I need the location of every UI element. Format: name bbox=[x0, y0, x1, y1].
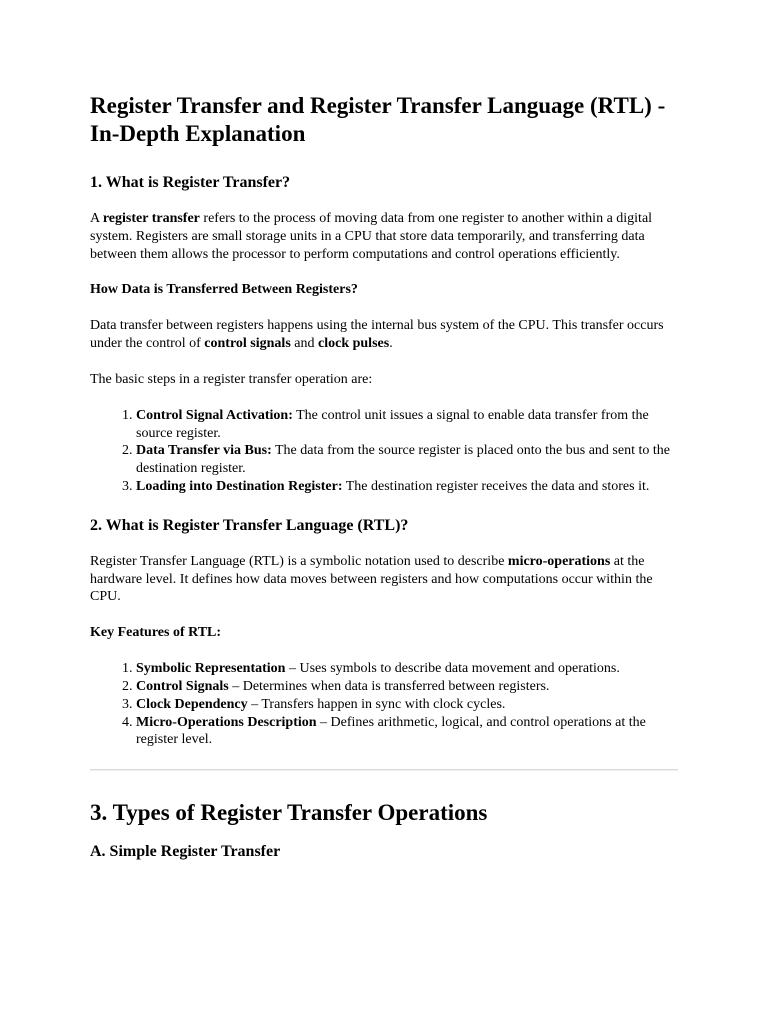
rtl-features-list bbox=[90, 660, 678, 749]
list-item-text: – Defines arithmetic, logical, and control operations at the register level. bbox=[136, 714, 646, 748]
bus-text-pre: Data transfer between registers happens using the internal bus system of the CPU. This transfer occurs under the control of bbox=[90, 318, 664, 352]
section3-heading: 3. Types of Register Transfer Operations bbox=[90, 800, 488, 826]
list-item bbox=[136, 660, 678, 678]
list-item-text: – Determines when data is transferred between registers. bbox=[228, 678, 550, 694]
intro-text-pre: A bbox=[90, 211, 103, 226]
list-item-term: Loading into Destination Register: bbox=[136, 478, 343, 494]
intro-text-post: refers to the process of moving data from one register to another within a digital system. Registers are small storage units in a CPU that store data temporarily, and transferring data between them allows the processor to perform computations and control operations efficiently. bbox=[90, 211, 653, 262]
section2-subheading: Key Features of RTL: bbox=[90, 625, 222, 641]
rtl-text-pre: Register Transfer Language (RTL) is a symbolic notation used to describe bbox=[90, 553, 508, 569]
section1-subheading: How Data is Transferred Between Registers? bbox=[90, 282, 358, 298]
list-item bbox=[136, 478, 678, 496]
section1-bus-paragraph bbox=[90, 317, 678, 353]
section1-intro-paragraph bbox=[90, 210, 678, 263]
section1-heading: 1. What is Register Transfer? bbox=[90, 174, 291, 191]
section1-steps-intro: The basic steps in a register transfer operation are: bbox=[90, 371, 373, 387]
list-item-term: Control Signal Activation: bbox=[136, 407, 293, 423]
list-item-term: Data Transfer via Bus: bbox=[136, 443, 272, 459]
list-item bbox=[136, 407, 678, 443]
rtl-text-post: at the hardware level. It defines how data moves between registers and how computations occur within the CPU. bbox=[90, 553, 653, 605]
rtl-bold-micro-operations: micro-operations bbox=[507, 553, 611, 569]
bus-text-mid: and bbox=[290, 336, 318, 352]
list-item bbox=[136, 442, 678, 478]
bus-bold-control-signals: control signals bbox=[204, 336, 291, 352]
section2-paragraph bbox=[90, 553, 678, 606]
list-item-term: Micro-Operations Description bbox=[136, 714, 317, 730]
section3-subheading: A. Simple Register Transfer bbox=[90, 843, 281, 861]
list-item-text: The control unit issues a signal to enable data transfer from the source register. bbox=[136, 407, 649, 441]
list-item-term: Control Signals bbox=[136, 678, 229, 694]
list-item bbox=[136, 714, 678, 750]
register-transfer-steps-list bbox=[90, 407, 678, 496]
list-item-text: – Uses symbols to describe data movement and operations. bbox=[285, 661, 620, 677]
list-item bbox=[136, 678, 678, 696]
horizontal-divider bbox=[90, 769, 678, 771]
list-item-term: Clock Dependency bbox=[136, 696, 248, 712]
list-item bbox=[136, 696, 678, 714]
list-item-term: Symbolic Representation bbox=[136, 661, 286, 677]
bus-text-post: . bbox=[389, 336, 393, 352]
list-item-text: The data from the source register is placed onto the bus and sent to the destination register. bbox=[136, 443, 670, 477]
document-title: Register Transfer and Register Transfer Language (RTL) - In-Depth Explanation bbox=[90, 93, 666, 146]
list-item-text: The destination register receives the data and stores it. bbox=[342, 478, 650, 494]
section2-heading: 2. What is Register Transfer Language (RTL)? bbox=[90, 516, 409, 534]
intro-bold-term: register transfer bbox=[102, 211, 200, 226]
list-item-text: – Transfers happen in sync with clock cycles. bbox=[247, 696, 506, 712]
bus-bold-clock-pulses: clock pulses bbox=[318, 336, 390, 352]
